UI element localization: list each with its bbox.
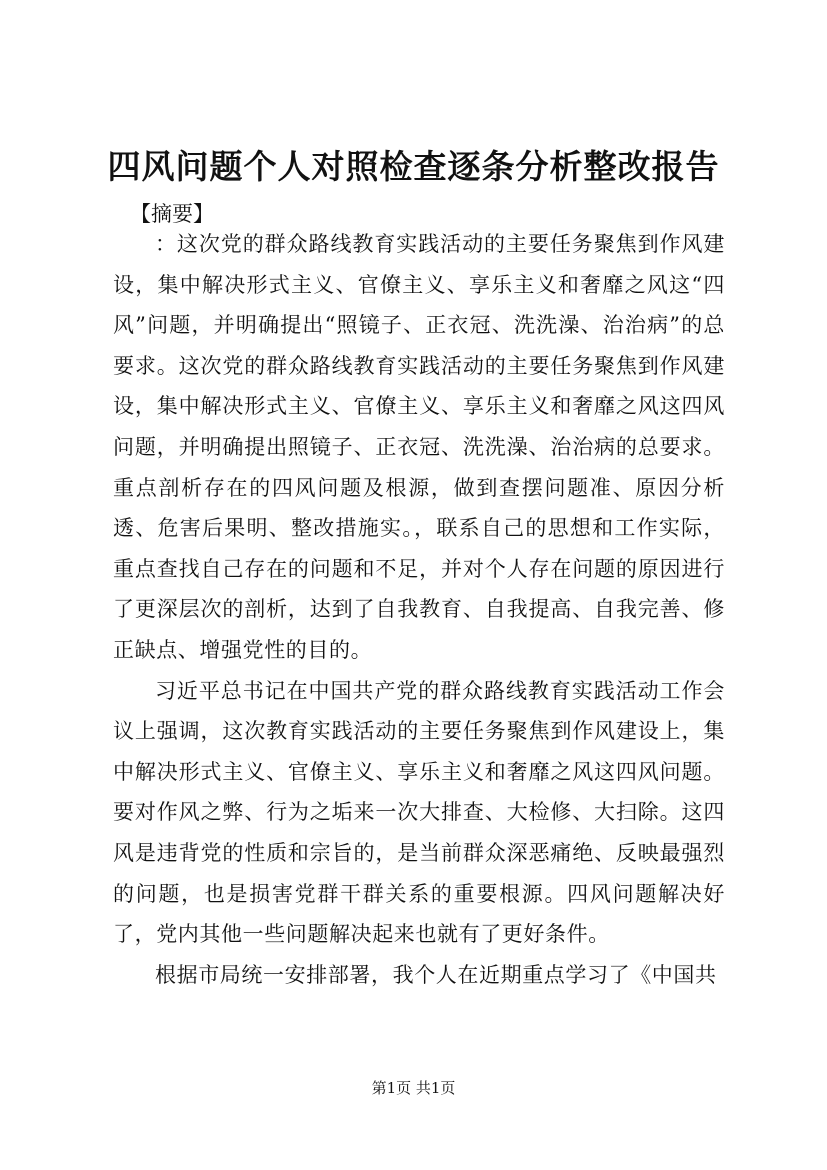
document-title: 四风问题个人对照检查逐条分析整改报告: [107, 147, 720, 186]
paragraph-study: 根据市局统一安排部署，我个人在近期重点学习了《中国共: [155, 962, 717, 987]
paragraph-abstract: ：这次党的群众路线教育实践活动的主要任务聚焦到作风建设，集中解决形式主义、官僚主义、享乐主义和奢靡之风这“四风”问题，并明确提出“照镜子、正衣冠、洗洗澡、治治病”的总要求。这次党的群众路线教育实践活动的主要任务聚焦到作风建设，集中解决形式主义、官僚主义、享乐主义和奢靡之风这四风问题，并明确提出照镜子、正衣冠、洗洗澡、治治病的总要求。重点剖析存在的四风问题及根源，做到查摆问题准、原因分析透、危害后果明、整改措施实。，联系自己的思想和工作实际，重点查找自己存在的问题和不足，并对个人存在问题的原因进行了更深层次的剖析，达到了自我教育、自我提高、自我完善、修正缺点、增强党性的目的。: [113, 232, 725, 662]
paragraph-speech: 习近平总书记在中国共产党的群众路线教育实践活动工作会议上强调，这次教育实践活动的主要任务聚焦到作风建设上，集中解决形式主义、官僚主义、享乐主义和奢靡之风这四风问题。要对作风之弊、行为之垢来一次大排查、大检修、大扫除。这四风是违背党的性质和宗旨的，是当前群众深恶痛绝、反映最强烈的问题，也是损害党群干群关系的重要根源。四风问题解决好了，党内其他一些问题解决起来也就有了更好条件。: [113, 678, 725, 947]
document-body: [113, 224, 725, 995]
page-number-footer: 第1页 共1页: [371, 1079, 456, 1097]
abstract-label: 【摘要】: [130, 202, 214, 226]
